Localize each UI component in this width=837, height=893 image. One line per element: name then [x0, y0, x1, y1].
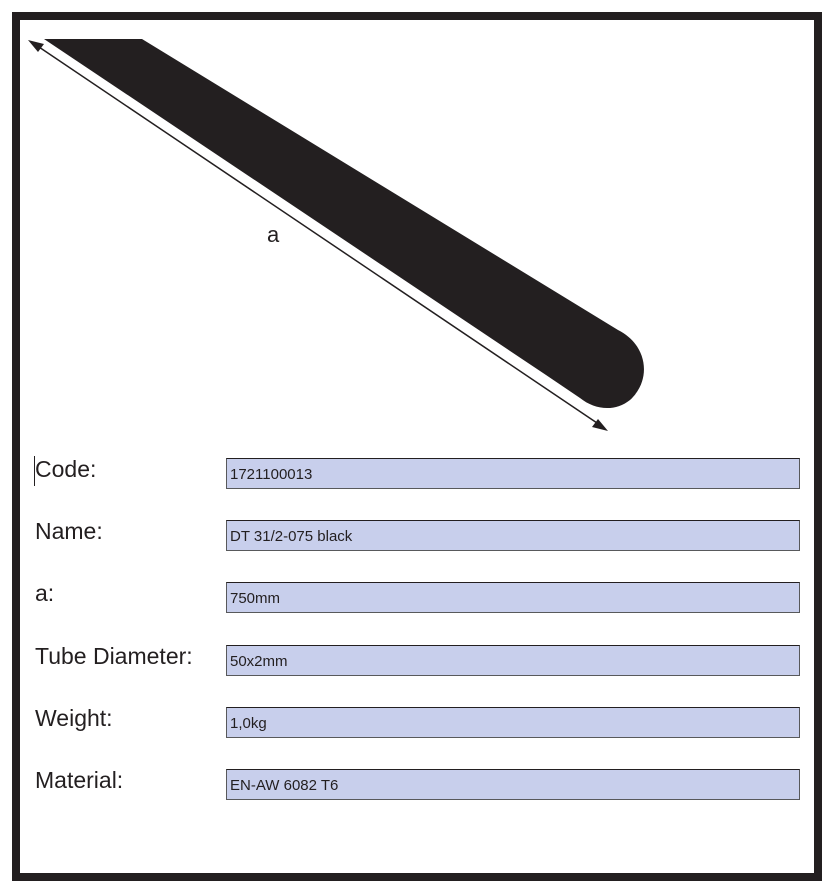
field-label: Material: — [35, 767, 124, 793]
field-label: Name: — [35, 518, 103, 544]
field-row-name — [35, 517, 802, 551]
field-row-a — [35, 579, 802, 613]
field-row-tube-diameter — [35, 642, 802, 676]
field-row-code — [35, 455, 802, 489]
weight-field[interactable]: 1,0kg — [226, 707, 800, 738]
field-label: a: — [35, 580, 55, 606]
field-label: Tube Diameter: — [35, 643, 193, 669]
tube-drawing — [0, 0, 837, 440]
material-field[interactable]: EN-AW 6082 T6 — [226, 769, 800, 800]
field-row-material — [35, 766, 802, 800]
dimension-label: a — [267, 222, 280, 247]
tube-diameter-field[interactable]: 50x2mm — [226, 645, 800, 676]
code-field[interactable]: 1721100013 — [226, 458, 800, 489]
field-label: Weight: — [35, 705, 113, 731]
field-row-weight — [35, 704, 802, 738]
field-label: Code: — [35, 456, 97, 482]
dimension-arrow — [28, 40, 608, 431]
name-field[interactable]: DT 31/2-075 black — [226, 520, 800, 551]
tube-shape — [44, 39, 644, 408]
a-field[interactable]: 750mm — [226, 582, 800, 613]
